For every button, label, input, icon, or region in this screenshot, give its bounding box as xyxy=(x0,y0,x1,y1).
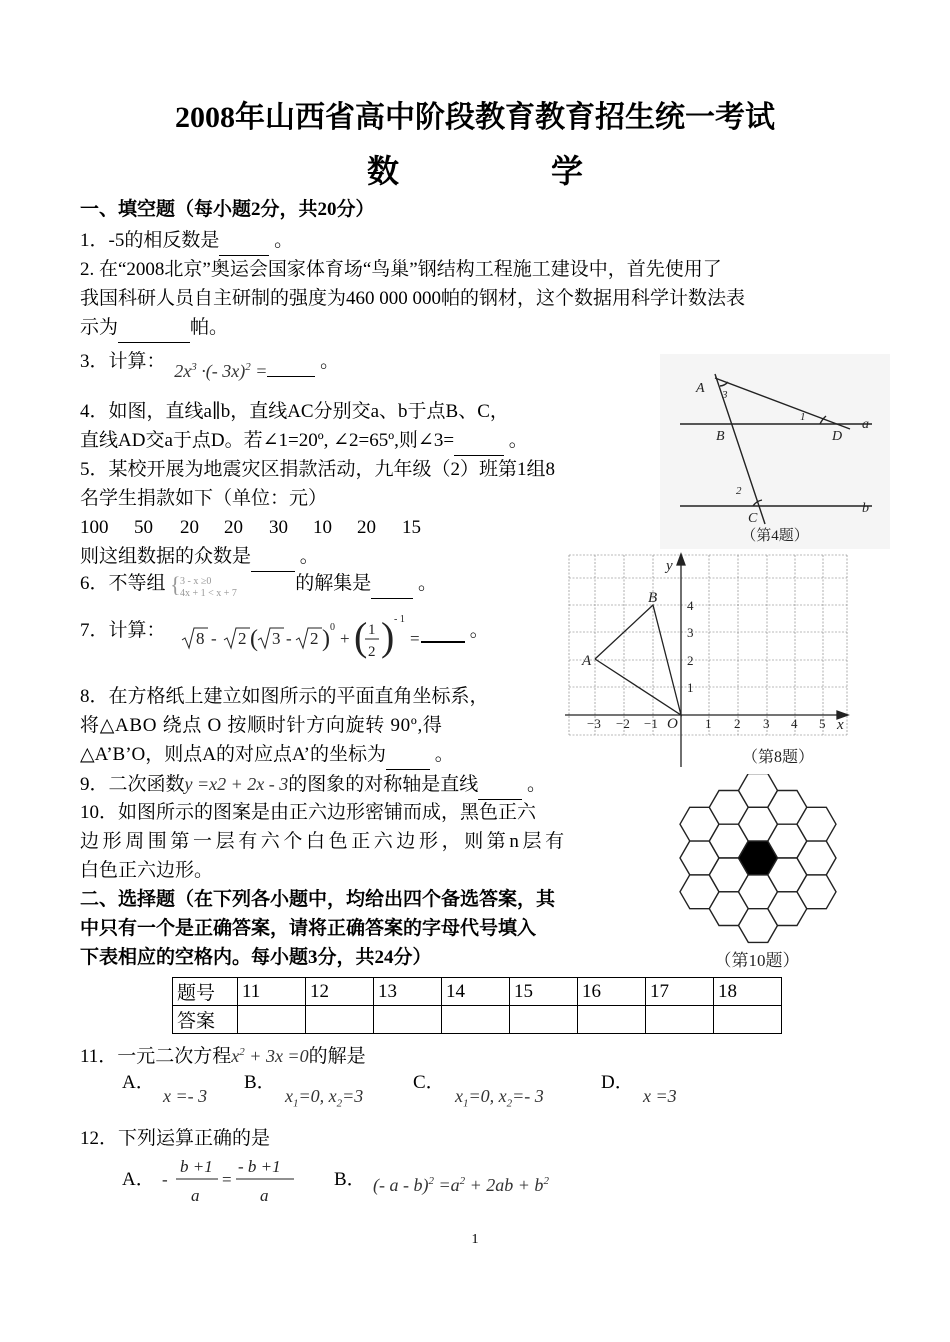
q4-blank[interactable] xyxy=(454,427,504,456)
q5-data-item: 20 xyxy=(357,517,376,538)
question-7-end xyxy=(421,617,489,647)
q3-expression: $2x^3$ ·(- 3x)$^2$ = xyxy=(174,361,268,381)
q8-end: 。 xyxy=(434,744,454,765)
svg-text:1: 1 xyxy=(368,622,376,638)
q7-end: 。 xyxy=(469,620,489,641)
table-cell: 12 xyxy=(306,978,374,1006)
fig8-tick: 4 xyxy=(791,716,798,731)
q11-prefix: 11．一元二次方程 xyxy=(80,1046,232,1067)
q7-blank[interactable] xyxy=(421,613,465,643)
q11-option-a-label[interactable]: A． xyxy=(122,1072,155,1093)
fig4-label: A xyxy=(696,381,705,396)
q5-line3: 则这组数据的众数是 xyxy=(80,546,252,567)
svg-text:a: a xyxy=(260,1186,269,1205)
svg-text:4x + 1 < x + 7: 4x + 1 < x + 7 xyxy=(180,587,238,598)
q11-option-c-label[interactable]: C． xyxy=(413,1072,445,1093)
svg-text:=: = xyxy=(222,1170,232,1189)
q2-blank[interactable] xyxy=(118,314,190,343)
fig8-axis-label: y xyxy=(666,558,673,574)
q4-line2: 直线AD交a于点D。若∠1=20º, ∠2=65º,则∠3= xyxy=(80,430,455,451)
svg-text:): ) xyxy=(381,614,395,659)
table-cell: 14 xyxy=(442,978,510,1006)
q9-end: 。 xyxy=(527,774,547,795)
svg-text:-: - xyxy=(162,1170,168,1189)
answer-cell[interactable] xyxy=(510,1006,578,1034)
svg-text:3 - x ≥0: 3 - x ≥0 xyxy=(180,575,212,587)
fig8-tick: 3 xyxy=(687,625,694,640)
q9-mid: 的图象的对称轴是直线 xyxy=(288,774,479,795)
figure-10-caption: （第10题） xyxy=(714,951,800,970)
svg-text:2: 2 xyxy=(368,644,376,660)
q11-option-d-label[interactable]: D． xyxy=(601,1072,634,1093)
q4-end: 。 xyxy=(508,430,528,451)
fig4-label: a xyxy=(862,417,869,432)
q6-end: 。 xyxy=(418,573,438,594)
q11-option-a-expr: x =- 3 xyxy=(163,1086,208,1106)
q5-data-item: 10 xyxy=(313,517,332,538)
answer-cell[interactable] xyxy=(306,1006,374,1034)
fig4-label: 3 xyxy=(722,389,728,401)
answer-cell[interactable] xyxy=(238,1006,306,1034)
q11-option-b-label[interactable]: B． xyxy=(244,1072,276,1093)
table-cell: 17 xyxy=(646,978,714,1006)
fig4-label: C xyxy=(748,511,758,526)
svg-text:2: 2 xyxy=(238,629,247,648)
svg-text:(: ( xyxy=(354,614,368,659)
question-8-end xyxy=(80,741,454,770)
fig8-tick: −3 xyxy=(587,716,601,731)
figure-8-caption: （第8题） xyxy=(742,749,815,766)
svg-text:=: = xyxy=(410,629,420,648)
q11-equation: $x^2 + 3x =0$ xyxy=(231,1046,309,1066)
fig8-point-label: B xyxy=(648,590,658,606)
svg-text:2: 2 xyxy=(310,629,319,648)
table-cell: 15 xyxy=(510,978,578,1006)
question-9 xyxy=(80,770,546,800)
q2-line3: 示为 xyxy=(80,317,119,338)
q12-option-b-expr: (- $a - b)^2 =a^2 + 2ab + b^2$ xyxy=(373,1175,549,1195)
exam-title: 2008年山西省高中阶段教育教育招生统一考试 xyxy=(175,101,775,134)
svg-text:-: - xyxy=(286,629,292,648)
question-2-end xyxy=(80,314,228,343)
q9-blank[interactable] xyxy=(478,771,522,800)
q9-prefix: 9．二次函数 xyxy=(80,774,185,795)
q10-line1: 10．如图所示的图案是由正六边形密铺而成，黑色正六 xyxy=(80,802,537,823)
figure-4-caption: （第4题） xyxy=(741,528,809,544)
q3-prefix: 3．计算： xyxy=(80,351,166,372)
q5-data-row xyxy=(80,514,432,542)
table-cell: 13 xyxy=(374,978,442,1006)
q10-line2: 边形周围第一层有六个白色正六边形，则第n层有 xyxy=(80,831,568,852)
q11-option-b-expr: $x_1=0$, $x_2=3$ xyxy=(285,1086,364,1110)
fig4-label: 2 xyxy=(736,485,742,497)
table-header-cell: 答案 xyxy=(173,1006,238,1034)
q9-function: y =x2 + 2x - 3 xyxy=(184,774,289,794)
page-number: 1 xyxy=(471,1232,479,1247)
answer-cell[interactable] xyxy=(578,1006,646,1034)
table-cell: 18 xyxy=(714,978,782,1006)
q5-end: 。 xyxy=(299,546,319,567)
question-3 xyxy=(80,343,340,381)
figure-8 xyxy=(565,552,850,777)
q2-line2: 我国科研人员自主研制的强度为460 000 000帕的钢材，这个数据用科学计数法表 xyxy=(80,288,746,309)
fig8-point-label: A xyxy=(582,653,592,669)
section1-heading: 一、填空题（每小题2分，共20分） xyxy=(80,199,375,220)
q2-line1: 2. 在“2008北京”奥运会国家体育场“鸟巢”钢结构工程施工建设中，首先使用了 xyxy=(80,259,722,280)
svg-text:- b +1: - b +1 xyxy=(238,1157,281,1176)
q8-line1: 8．在方格纸上建立如图所示的平面直角坐标系， xyxy=(80,686,489,707)
question-11 xyxy=(80,1038,366,1071)
question-5-end xyxy=(80,543,319,572)
q5-line2: 名学生捐款如下（单位：元） xyxy=(80,488,328,509)
q5-data-item: 50 xyxy=(134,517,153,538)
q6-blank[interactable] xyxy=(371,570,413,599)
figure-10-svg xyxy=(672,774,847,974)
q5-line1: 5．某校开展为地震灾区捐款活动，九年级（2）班第1组8 xyxy=(80,459,556,480)
answer-cell[interactable] xyxy=(374,1006,442,1034)
subject-title: 数 学 xyxy=(366,153,643,189)
q8-line3: △A’B’O，则点A的对应点A’的坐标为 xyxy=(80,744,386,765)
q1-end: 。 xyxy=(274,230,294,251)
svg-text:8: 8 xyxy=(196,629,205,648)
figure-8-svg xyxy=(565,552,850,772)
q8-line2: 将△ABO 绕点 O 按顺时针方向旋转 90º,得 xyxy=(80,715,443,736)
q6-mid: 的解集是 xyxy=(295,573,372,594)
question-12: 12．下列运算正确的是 xyxy=(80,1128,271,1149)
table-row xyxy=(173,978,782,1006)
q4-line1: 4．如图，直线a∥b，直线AC分别交a、b于点B、C， xyxy=(80,401,509,422)
question-4 xyxy=(80,427,528,456)
q5-blank[interactable] xyxy=(251,543,295,572)
q5-data-item: 20 xyxy=(180,517,199,538)
q10-line3: 白色正六边形。 xyxy=(80,860,214,881)
q12-option-a-expr xyxy=(160,1155,300,1210)
fig4-label: D xyxy=(832,429,843,444)
q11-option-c-expr: $x_1=0$, $x_2=-$ 3 xyxy=(455,1086,544,1110)
q12-option-b-label[interactable]: B． xyxy=(334,1169,366,1190)
svg-text:a: a xyxy=(191,1186,200,1205)
q5-data-item: 30 xyxy=(269,517,288,538)
question-7-prefix xyxy=(80,617,166,645)
q2-end: 帕。 xyxy=(190,317,229,338)
answer-cell[interactable] xyxy=(646,1006,714,1034)
svg-text:{: { xyxy=(170,573,181,597)
fig8-tick: −1 xyxy=(644,716,658,731)
fig4-label: b xyxy=(862,501,869,516)
table-cell: 16 xyxy=(578,978,646,1006)
q6-inequality-system xyxy=(170,574,295,596)
fig8-tick: 5 xyxy=(819,716,826,731)
figure-4 xyxy=(660,354,890,554)
table-row xyxy=(173,1006,782,1034)
section2-heading-line3: 下表相应的空格内。每小题3分，共24分） xyxy=(80,947,432,968)
question-6 xyxy=(80,570,437,599)
fig4-label: B xyxy=(716,429,725,444)
fig8-tick: 2 xyxy=(687,653,694,668)
section2-heading-line1: 二、选择题（在下列各小题中，均给出四个备选答案，其 xyxy=(80,889,556,910)
q5-data-item: 100 xyxy=(80,517,109,538)
fig8-tick: 3 xyxy=(763,716,770,731)
q8-blank[interactable] xyxy=(386,741,430,770)
answer-table xyxy=(172,977,782,1034)
answer-cell[interactable] xyxy=(442,1006,510,1034)
svg-text:+: + xyxy=(340,629,350,648)
q12-option-a-label[interactable]: A． xyxy=(122,1169,155,1190)
table-header-cell: 题号 xyxy=(173,978,238,1006)
svg-text:0: 0 xyxy=(330,622,335,633)
q11-suffix: 的解是 xyxy=(308,1046,366,1067)
fig8-tick: 2 xyxy=(734,716,741,731)
q6-prefix: 6．不等组 xyxy=(80,573,166,594)
fig8-tick: 1 xyxy=(705,716,712,731)
fig8-axis-label: x xyxy=(837,717,844,733)
svg-text:-: - xyxy=(211,629,217,648)
fig8-tick: 4 xyxy=(687,598,694,613)
fig4-label: 1 xyxy=(800,411,806,423)
table-cell: 11 xyxy=(238,978,306,1006)
q11-option-d-expr: x =3 xyxy=(643,1086,677,1106)
fig8-tick: 1 xyxy=(687,680,694,695)
q3-blank[interactable] xyxy=(267,348,315,377)
svg-text:(: ( xyxy=(250,626,258,652)
figure-4-svg xyxy=(660,354,890,549)
svg-text:b +1: b +1 xyxy=(180,1157,213,1176)
fig8-tick: −2 xyxy=(616,716,630,731)
svg-text:- 1: - 1 xyxy=(394,614,405,625)
q5-data-item: 20 xyxy=(224,517,243,538)
svg-text:): ) xyxy=(322,626,330,652)
question-1 xyxy=(80,227,293,256)
q7-prefix: 7．计算： xyxy=(80,620,166,641)
answer-cell[interactable] xyxy=(714,1006,782,1034)
section2-heading-line2: 中只有一个是正确答案，请将正确答案的字母代号填入 xyxy=(80,918,537,939)
q3-end: 。 xyxy=(320,351,340,372)
q1-blank[interactable] xyxy=(219,227,269,256)
q5-data-item: 15 xyxy=(402,517,421,538)
svg-text:3: 3 xyxy=(272,629,281,648)
figure-10 xyxy=(672,774,847,979)
q1-text: 1．-5的相反数是 xyxy=(80,230,220,251)
fig8-tick: O xyxy=(667,716,678,732)
